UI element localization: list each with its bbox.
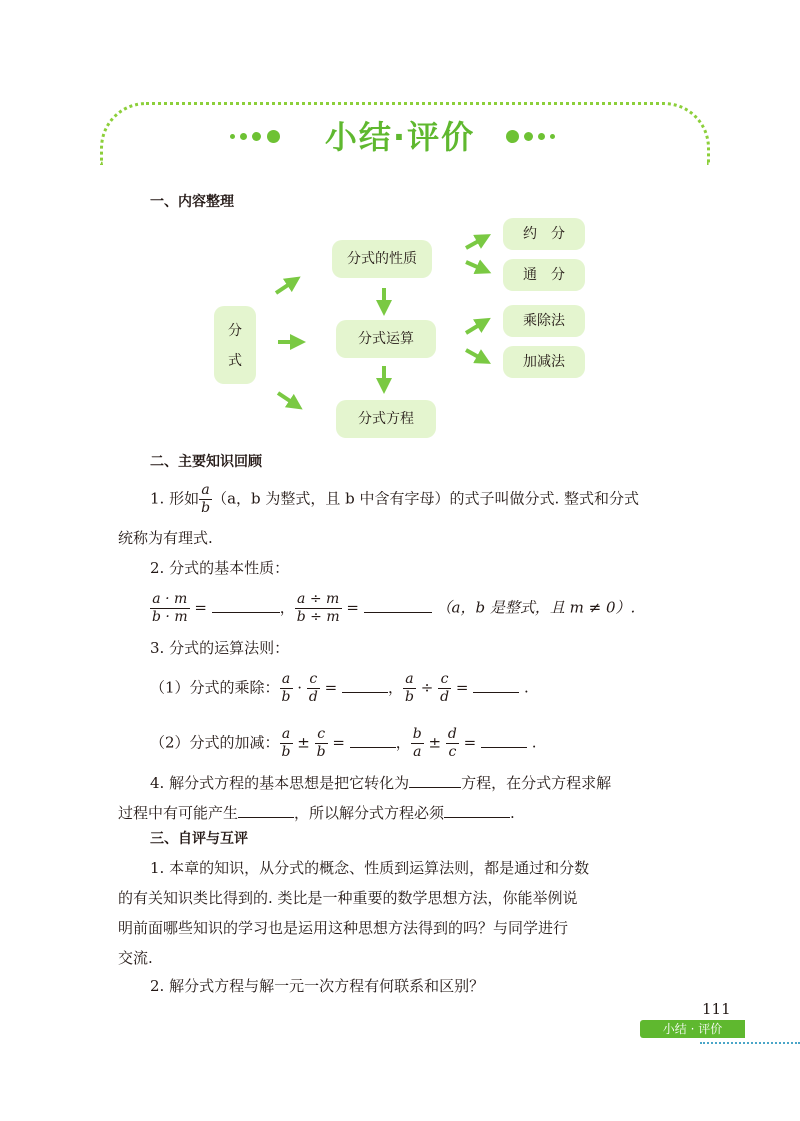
frac-den: d: [308, 689, 318, 705]
s3-item1-line3: 明前面哪些知识的学习也是运用这种思想方法得到的吗？与同学进行: [118, 919, 569, 937]
frac-c-b: [315, 726, 328, 761]
arrow-properties-to-yuefen: [466, 238, 484, 248]
frac-c-d: [307, 671, 320, 706]
item2-eq1: =: [194, 598, 207, 617]
item3-add-row: [150, 726, 710, 761]
frac-den: b: [281, 689, 291, 705]
page-number: 111: [702, 1000, 731, 1018]
item3-mul-label: （1）分式的乘除：: [150, 678, 280, 697]
frac-d-c: [446, 726, 459, 761]
section3-heading: 三、自评与互评: [150, 831, 248, 847]
item4-blank2[interactable]: [238, 803, 294, 818]
item2-eq2: =: [346, 598, 359, 617]
item2-frac1: [150, 591, 190, 626]
item4-text-e: .: [510, 804, 515, 822]
frac-den: a: [413, 744, 422, 760]
node-yuefen: 约 分: [503, 218, 585, 250]
item2-frac2: [295, 591, 342, 626]
frac-den: d: [440, 689, 450, 705]
item2-frac2-den: b ÷ m: [296, 609, 340, 625]
item1-rest: （a，b 为整式，且 b 中含有字母）的式子叫做分式. 整式和分式: [212, 489, 640, 508]
item1-line1: [150, 482, 710, 517]
s3-item2: 2. 解分式方程与解一元一次方程有何联系和区别？: [150, 977, 485, 995]
arrow-operations-to-jiajian: [466, 350, 484, 360]
s3-item1-line4: 交流.: [118, 949, 153, 967]
op-end: .: [531, 733, 537, 752]
item1-fraction: [199, 482, 212, 517]
frac-den: b: [281, 744, 291, 760]
item4-text-c: 过程中有可能产生: [118, 804, 239, 822]
op-pm: ±: [428, 733, 442, 752]
item1-line2: 统称为有理式.: [118, 529, 213, 547]
item3-multiply-row: [150, 671, 710, 706]
item1-frac-den: b: [201, 500, 211, 516]
item1-frac-num: a: [199, 482, 212, 500]
frac-num: c: [315, 726, 328, 744]
node-equations: 分式方程: [336, 400, 436, 438]
op-end: .: [523, 678, 529, 697]
s3-item1-line1: 1. 本章的知识，从分式的概念、性质到运算法则，都是通过和分数: [150, 859, 590, 877]
frac-num: b: [412, 726, 422, 742]
frac-a-b: [280, 671, 293, 706]
frac-num: a: [280, 726, 293, 744]
node-jiajian: 加减法: [503, 346, 585, 378]
frac-num: c: [307, 671, 320, 689]
item2-frac1-num: a · m: [150, 591, 190, 609]
item2-frac2-num: a ÷ m: [295, 591, 342, 609]
op-eq: =: [463, 733, 477, 752]
item4-line1: [150, 768, 710, 798]
section1-heading: 一、内容整理: [150, 194, 234, 210]
item4-text-b: 方程，在分式方程求解: [461, 774, 612, 792]
op-eq: =: [455, 678, 469, 697]
item2-blank1[interactable]: [212, 598, 280, 613]
item2-sep: ，: [279, 598, 295, 617]
item4-text-d: ，所以解分式方程必须: [294, 804, 445, 822]
footer-badge: 小结 · 评价: [640, 1020, 745, 1038]
op-sep: ，: [395, 733, 411, 752]
item2-frac1-den: b · m: [152, 609, 188, 625]
node-tongfen: 通 分: [503, 259, 585, 291]
frac-den: b: [316, 744, 326, 760]
root-char-2: 式: [228, 353, 242, 369]
item2-condition: （a，b 是整式，且 m ≠ 0）.: [436, 598, 636, 617]
item4-text-a: 4. 解分式方程的基本思想是把它转化为: [150, 774, 410, 792]
frac-b-a: [411, 726, 424, 761]
frac-num: c: [438, 671, 451, 689]
arrow-root-to-equations: [278, 393, 296, 405]
frac-num: a: [280, 671, 293, 689]
frac-den: b: [404, 689, 414, 705]
mul-blank2[interactable]: [473, 678, 519, 693]
add-blank1[interactable]: [350, 733, 396, 748]
section2-heading: 二、主要知识回顾: [150, 454, 262, 470]
op-eq: =: [324, 678, 338, 697]
op-dot: ·: [297, 678, 303, 697]
node-chengchu: 乘除法: [503, 305, 585, 337]
item2-formula: [150, 591, 710, 626]
item4-blank3[interactable]: [444, 803, 510, 818]
arrow-operations-to-chengchu: [466, 322, 484, 333]
node-operations: 分式运算: [336, 320, 436, 358]
frac-num: a: [403, 671, 416, 689]
item4-line2: [118, 798, 708, 828]
op-sep: ，: [387, 678, 403, 697]
op-pm: ±: [297, 733, 310, 752]
page-title: 小结·评价: [324, 118, 476, 156]
frac-c-d-2: [438, 671, 451, 706]
add-blank2[interactable]: [481, 733, 527, 748]
mul-blank1[interactable]: [342, 678, 388, 693]
arrow-properties-to-tongfen: [466, 262, 484, 270]
item3-heading: 3. 分式的运算法则：: [150, 639, 290, 657]
frac-den: c: [448, 744, 457, 760]
frac-a-b-3: [280, 726, 293, 761]
root-char-1: 分: [228, 323, 242, 339]
s3-item1-line2: 的有关知识类比得到的. 类比是一种重要的数学思想方法，你能举例说: [118, 889, 578, 907]
op-eq: =: [332, 733, 345, 752]
frac-a-b-2: [403, 671, 416, 706]
footer-dotted-line: [700, 1042, 800, 1044]
item3-add-label: （2）分式的加减：: [150, 733, 280, 752]
item4-blank1[interactable]: [409, 773, 461, 788]
item2-heading: 2. 分式的基本性质：: [150, 559, 290, 577]
frac-num: d: [447, 726, 457, 742]
op-div: ÷: [420, 678, 434, 697]
diagram-arrows: [0, 0, 800, 460]
item1-prefix: 1. 形如: [150, 489, 200, 508]
node-properties: 分式的性质: [332, 240, 432, 278]
item2-blank2[interactable]: [364, 598, 432, 613]
arrow-root-to-properties: [276, 281, 294, 293]
